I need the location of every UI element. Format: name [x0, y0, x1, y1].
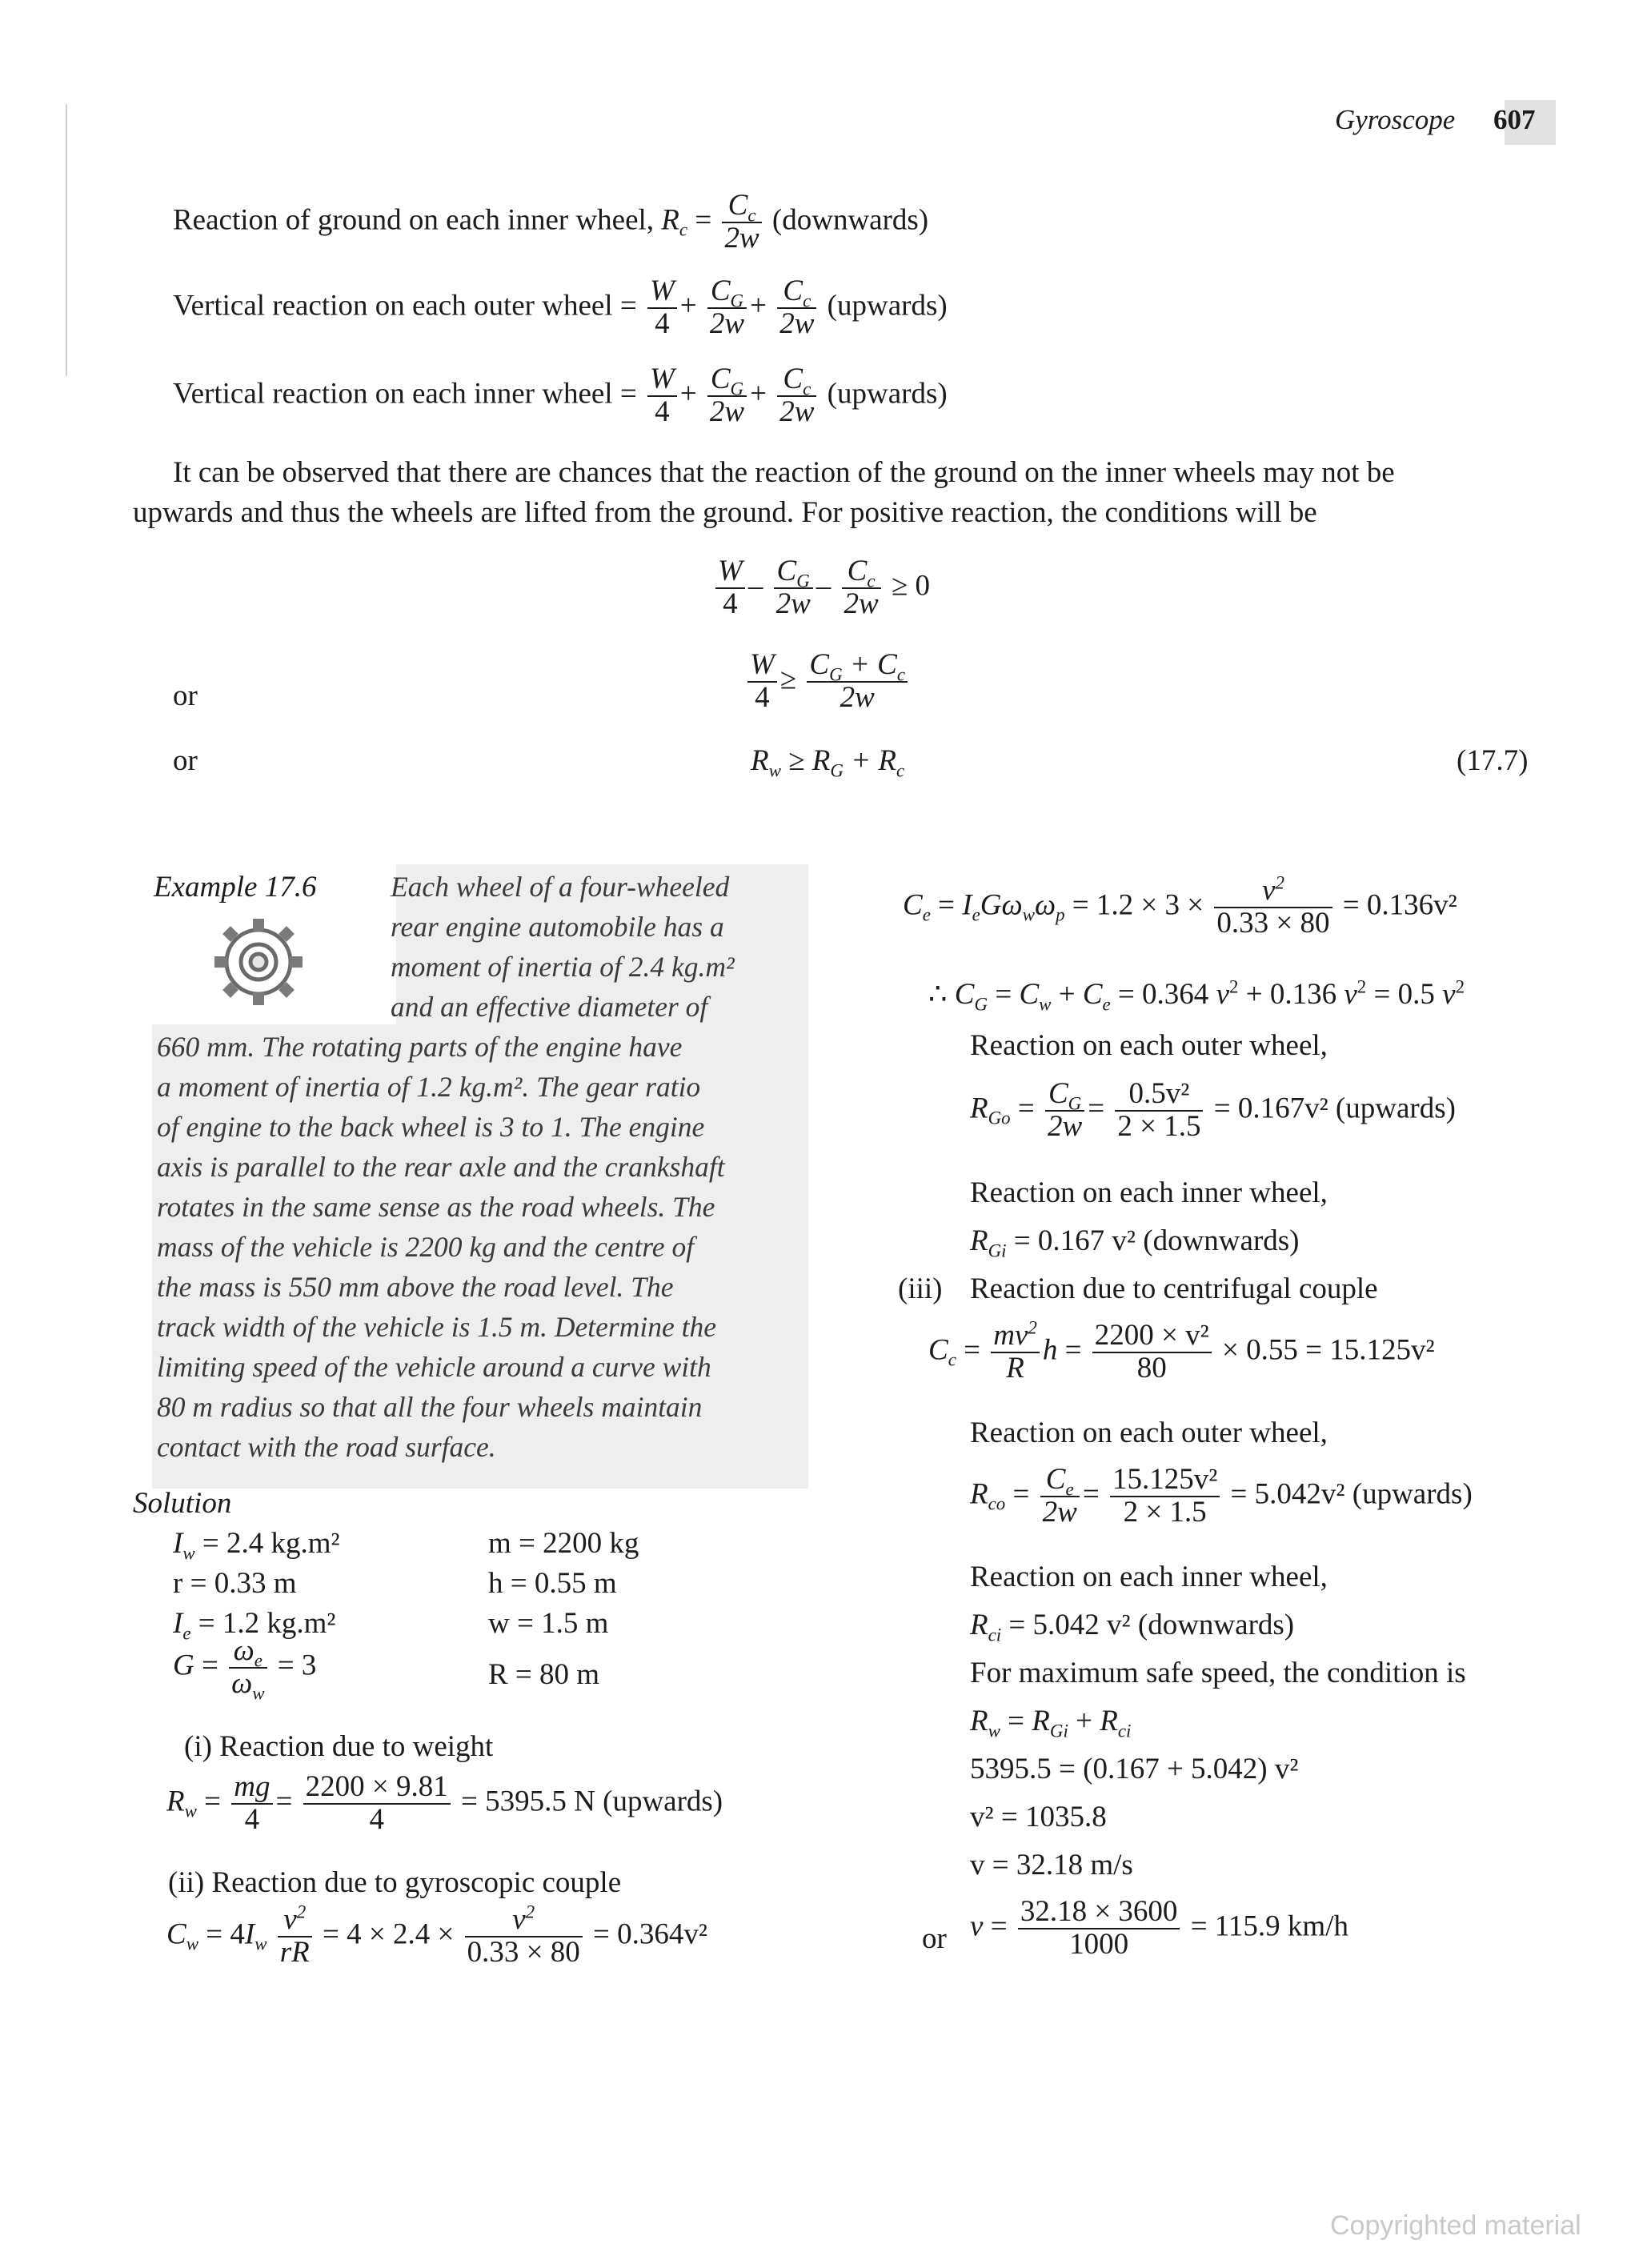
or-label-3: or	[922, 1922, 947, 1955]
gyro-couple-equation: $C_w = 4I_w$ $\frac{v^2}{rR}$ = 4 × 2.4 × $\frac{v^2}{0.33 \times 80}$ = 0.364v²	[166, 1901, 707, 1969]
inner-wheel-ground-reaction: Reaction of ground on each inner wheel, $R_c$ = $\frac{C_c}{2w}$ (downwards)	[173, 189, 929, 254]
example-line: rear engine automobile has a	[391, 911, 724, 943]
outer-wheel-vertical-reaction: Vertical reaction on each outer wheel = $\frac{W}{4}$ + $\frac{C_G}{2w}$ + $\frac{C_c}{2w}$ (upwards)	[173, 274, 948, 340]
rci-equation: $R_{ci} = 5.042$ v² (downwards)	[970, 1609, 1295, 1645]
scan-edge-line	[66, 104, 67, 376]
weight-reaction-equation: $R_w$ = $\frac{mg}{4}$ = $\frac{2200 \times 9.81}{4}$ = 5395.5 N (upwards)	[166, 1770, 723, 1836]
step3-label: Reaction due to centrifugal couple	[970, 1272, 1378, 1305]
rgo-equation: $R_{Go}$ = $\frac{C_G}{2w}$ = $\frac{\text{0.5v²}}{2 \times 1.5}$ = 0.167v² (upwards)	[970, 1077, 1456, 1143]
condition-inequality-3: $R_w \ge R_G + R_c$	[751, 744, 905, 781]
speed-equation-2: v² = 1035.8	[970, 1801, 1107, 1833]
example-line: Each wheel of a four-wheeled	[391, 871, 730, 903]
given-w: w = 1.5 m	[488, 1607, 609, 1640]
outer-wheel-label-2: Reaction on each outer wheel,	[970, 1416, 1328, 1449]
equation-number: (17.7)	[1457, 744, 1529, 777]
example-line: and an effective diameter of	[391, 991, 708, 1023]
running-header-chapter: Gyroscope	[1335, 104, 1456, 135]
example-line: mass of the vehicle is 2200 kg and the centre of	[157, 1231, 695, 1263]
example-line: limiting speed of the vehicle around a curve with	[157, 1351, 711, 1383]
example-line: rotates in the same sense as the road wheels. The	[157, 1191, 715, 1223]
ce-equation: $C_e = I_eG\omega_w\omega_p = 1.2 \times 3$ × $\frac{v^2}{0.33 \times 80}$ = 0.136v²	[903, 872, 1457, 940]
inner-wheel-label-1: Reaction on each inner wheel,	[970, 1176, 1328, 1209]
line1-label: Reaction of ground on each inner wheel,	[173, 203, 655, 237]
example-line: the mass is 550 mm above the road level. The	[157, 1271, 674, 1303]
gear-icon	[198, 912, 319, 1016]
example-line: track width of the vehicle is 1.5 m. Determine the	[157, 1311, 716, 1343]
paragraph-line-1: It can be observed that there are chances that the reaction of the ground on the inner wheels may not be	[173, 456, 1395, 489]
or-label-2: or	[173, 744, 198, 777]
rco-equation: $R_{co}$ = $\frac{C_e}{2w}$ = $\frac{\text{15.125v²}}{2 \times 1.5}$ = 5.042v² (upwards)	[970, 1463, 1473, 1529]
rgi-equation: $R_{Gi} = 0.167$ v² (downwards)	[970, 1224, 1300, 1261]
speed-equation-1: 5395.5 = (0.167 + 5.042) v²	[970, 1753, 1299, 1785]
example-line: axis is parallel to the rear axle and the crankshaft	[157, 1151, 725, 1183]
example-line: contact with the road surface.	[157, 1431, 496, 1463]
example-label: Example 17.6	[154, 871, 317, 904]
given-r: r = 0.33 m	[173, 1567, 297, 1600]
given-h: h = 0.55 m	[488, 1567, 617, 1600]
condition-inequality-1: $\frac{W}{4}$ – $\frac{C_G}{2w}$ – $\frac{C_c}{2w}$ ≥ 0	[712, 556, 930, 620]
given-R: R = 80 m	[488, 1658, 600, 1691]
given-iw: $I_w = 2.4$ kg.m²	[173, 1527, 340, 1564]
given-g: G = $\frac{\omega_e}{\omega_w}$ = 3	[173, 1634, 317, 1704]
page-number: 607	[1493, 104, 1536, 135]
speed-equation-3: v = 32.18 m/s	[970, 1849, 1133, 1881]
copyright-watermark: Copyrighted material	[1330, 2210, 1581, 2241]
or-label-1: or	[173, 679, 198, 712]
example-line: 80 m radius so that all the four wheels maintain	[157, 1391, 703, 1423]
paragraph-line-2: upwards and thus the wheels are lifted from the ground. For positive reaction, the conditions will be	[133, 496, 1317, 529]
step3-number: (iii)	[898, 1272, 943, 1305]
step2-label: (ii) Reaction due to gyroscopic couple	[168, 1866, 622, 1899]
step1-label: (i) Reaction due to weight	[184, 1730, 494, 1763]
example-line: 660 mm. The rotating parts of the engine have	[157, 1031, 683, 1063]
final-speed-equation: v = $\frac{32.18 \times 3600}{1000}$ = 115.9 km/h	[970, 1895, 1348, 1961]
given-m: m = 2200 kg	[488, 1527, 639, 1560]
condition-equation: $R_w = R_{Gi} + R_{ci}$	[970, 1705, 1132, 1741]
cc-equation: $C_c$ = $\frac{mv^2}{R}$ h = $\frac{\text{2200 × v²}}{80}$ × 0.55 = 15.125v²	[928, 1317, 1435, 1384]
cg-equation: ∴ $C_G = C_w + C_e = 0.364$ $v^2 + 0.136$ $v^2 = 0.5$ $v^2$	[928, 976, 1465, 1015]
inner-wheel-vertical-reaction: Vertical reaction on each inner wheel = $\frac{W}{4}$ + $\frac{C_G}{2w}$ + $\frac{C_c}{2w}$ (upwards)	[173, 363, 948, 428]
solution-heading: Solution	[133, 1487, 232, 1520]
example-line: moment of inertia of 2.4 kg.m²	[391, 951, 735, 983]
inner-wheel-label-2: Reaction on each inner wheel,	[970, 1561, 1328, 1593]
given-ie: $I_e = 1.2$ kg.m²	[173, 1607, 336, 1644]
outer-wheel-label-1: Reaction on each outer wheel,	[970, 1029, 1328, 1062]
example-line: of engine to the back wheel is 3 to 1. The engine	[157, 1111, 705, 1143]
max-speed-label: For maximum safe speed, the condition is	[970, 1657, 1466, 1689]
condition-inequality-2: $\frac{W}{4}$ ≥ $\frac{C_G + C_c}{2w}$	[744, 650, 911, 714]
example-line: a moment of inertia of 1.2 kg.m². The gear ratio	[157, 1071, 701, 1103]
